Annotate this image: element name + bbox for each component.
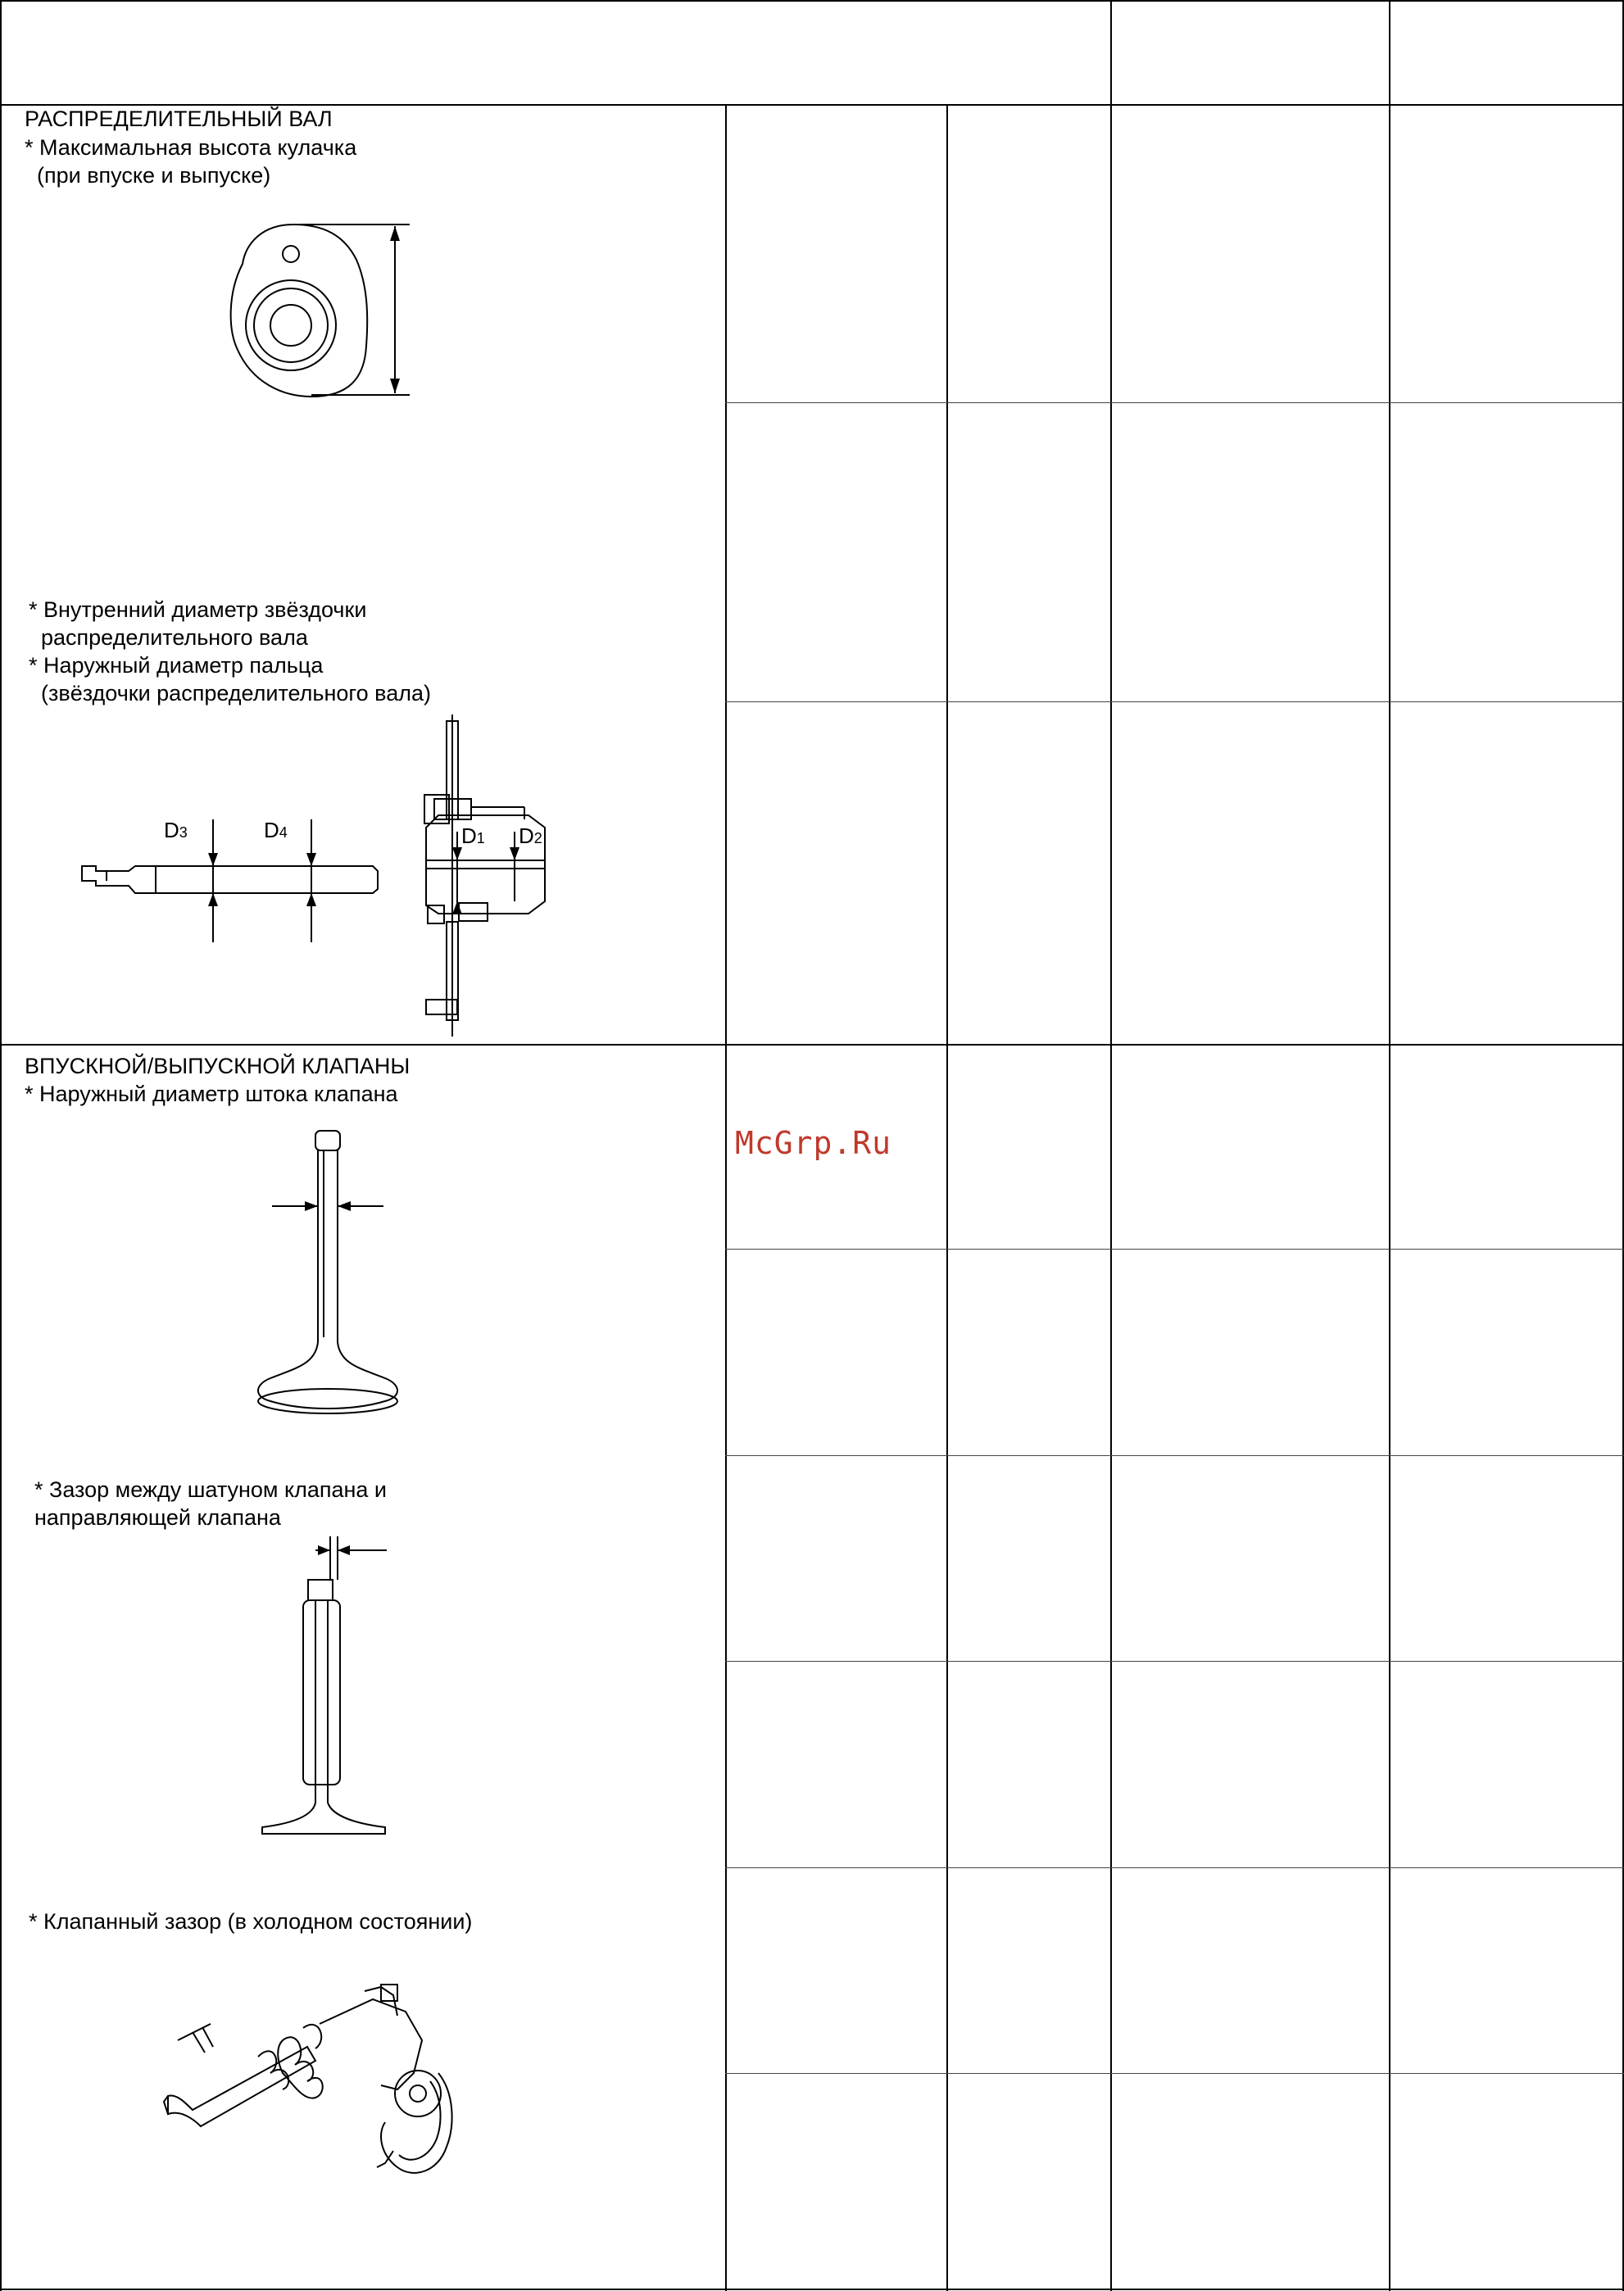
row-divider (725, 1249, 1624, 1250)
cam-lobe-height-note: (при впуске и выпуске) (25, 163, 271, 188)
camshaft-title: РАСПРЕДЕЛИТЕЛЬНЫЙ ВАЛ (25, 107, 333, 131)
row-divider (725, 1867, 1624, 1868)
d2-label: D2 (519, 823, 542, 848)
pin-outer-diameter-label: * Наружный диаметр пальца (29, 653, 324, 678)
d1-label: D1 (461, 823, 485, 848)
stem-guide-clearance-label: * Зазор между шатуном клапана и (34, 1477, 388, 1502)
valve-guide-clearance-diagram (246, 1532, 410, 1844)
section-divider (0, 1044, 1624, 1046)
valve-lash-cold-label: * Клапанный зазор (в холодном состоянии) (29, 1909, 473, 1934)
camshaft-journal-diagram (78, 807, 422, 955)
valve-stem-diameter-label: * Наружный диаметр штока клапана (25, 1082, 398, 1106)
column-divider-2 (946, 104, 948, 2291)
table-border-bottom (0, 2289, 1624, 2290)
sprocket-inner-diameter-label: * Внутренний диаметр звёздочки (29, 597, 367, 622)
table-border-top (0, 0, 1624, 2)
column-divider-1 (725, 104, 727, 2291)
d4-label: D4 (264, 818, 288, 842)
cam-lobe-diagram (213, 215, 459, 403)
table-border-left (0, 0, 2, 2291)
camshaft-sprocket-diagram (410, 713, 557, 1041)
cam-lobe-height-label: * Максимальная высота кулачка (25, 135, 357, 160)
column-divider-3 (1110, 0, 1112, 2291)
pin-outer-diameter-note: (звёздочки распределительного вала) (29, 681, 431, 705)
column-divider-4 (1389, 0, 1390, 2291)
watermark: McGrp.Ru (735, 1125, 892, 1161)
row-divider (725, 402, 1624, 403)
row-divider (725, 701, 1624, 702)
valves-title: ВПУСКНОЙ/ВЫПУСКНОЙ КЛАПАНЫ (25, 1054, 411, 1078)
valve-stem-diagram (246, 1123, 410, 1434)
row-divider (725, 1661, 1624, 1662)
sprocket-inner-diameter-label-2: распределительного вала (29, 625, 308, 650)
valve-lash-diagram (160, 1950, 520, 2196)
stem-guide-clearance-label-2: направляющей клапана (34, 1505, 281, 1530)
d3-label: D3 (164, 818, 188, 842)
row-divider (725, 1455, 1624, 1456)
row-divider (725, 2073, 1624, 2074)
